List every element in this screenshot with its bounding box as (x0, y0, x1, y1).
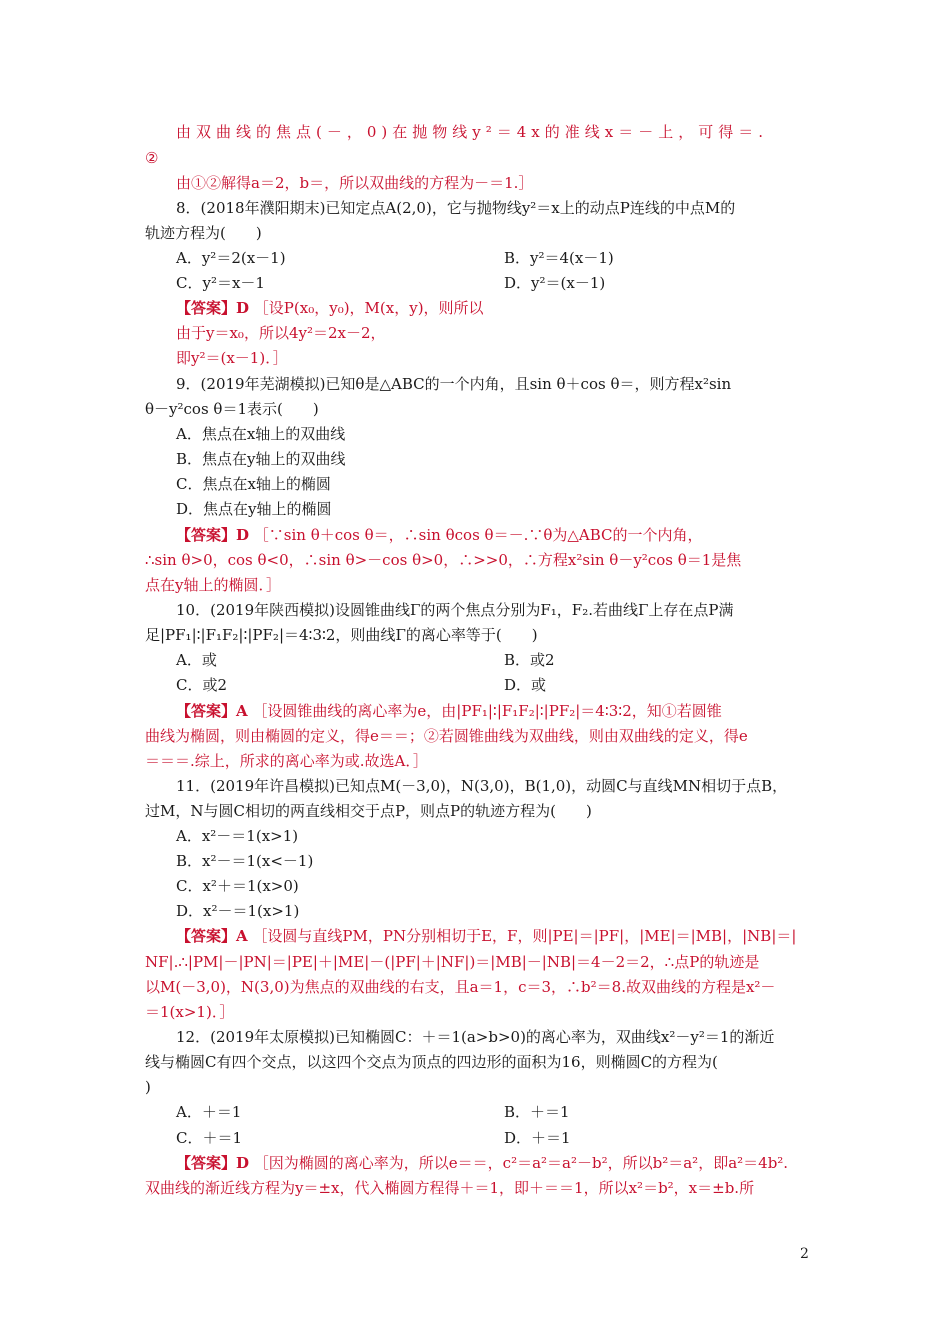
answer-text: ＝＝＝.综上，所求的离心率为或.故选A．］ (145, 752, 428, 770)
question-11-stem: 11．(2019年许昌模拟)已知点M(－3,0)，N(3,0)，B(1,0)，动圆C与直线MN相切于点B， (176, 777, 788, 795)
option-a: A．焦点在x轴上的双曲线 (176, 425, 346, 443)
option-b: B．＋＝1 (504, 1103, 570, 1121)
option-row (176, 1100, 838, 1125)
question-11-stem: 过M，N与圆C相切的两直线相交于点P，则点P的轨迹方程为( ) (145, 802, 592, 820)
option-row (176, 271, 838, 296)
answer-text: ［∵sin θ＋cos θ＝，∴sin θcos θ＝－.∵θ为△ABC的一个内角， (253, 526, 703, 544)
question-12-stem: ) (145, 1078, 151, 1096)
option-row (176, 673, 838, 698)
option-row (176, 648, 838, 673)
option-a: A．y²＝2(x－1) (176, 249, 286, 267)
answer-line (176, 1151, 838, 1176)
answer-text: ［设P(x₀，y₀)，M(x，y)，则所以 (253, 299, 484, 317)
answer-text: 双曲线的渐近线方程为y＝±x，代入椭圆方程得＋＝1，即＋＝＝1，所以x²＝b²，x＝±b.所 (145, 1179, 755, 1197)
option-b: B．或2 (504, 651, 555, 669)
question-10-stem: 足|PF₁|∶|F₁F₂|∶|PF₂|＝4∶3∶2，则曲线Γ的离心率等于( ) (145, 626, 538, 644)
option-b: B．y²＝4(x－1) (504, 249, 614, 267)
answer-line (176, 699, 838, 724)
answer-label: 【答案】A (176, 702, 248, 720)
option-b: B．x²－＝1(x<－1) (176, 852, 314, 870)
answer-line (176, 523, 838, 548)
option-c: C．y²＝x－1 (176, 274, 265, 292)
page-number: 2 (800, 1246, 809, 1262)
answer-text: ［设圆与直线PM，PN分别相切于E，F，则|PE|＝|PF|，|ME|＝|MB|，|NB|＝| (252, 927, 797, 945)
option-a: A．或 (176, 651, 217, 669)
answer-text: 即y²＝(x－1)．］ (176, 349, 288, 367)
answer-label: 【答案】D (176, 526, 250, 544)
option-row (176, 1126, 838, 1151)
answer-label: 【答案】D (176, 1154, 250, 1172)
question-9-stem: 9．(2019年芜湖模拟)已知θ是△ABC的一个内角，且sin θ＋cos θ＝，则方程x²sin (176, 375, 732, 393)
answer-text: 曲线为椭圆，则由椭圆的定义，得e＝＝；②若圆锥曲线为双曲线，则由双曲线的定义，得e (145, 727, 748, 745)
answer-text: ＝1(x>1)．］ (145, 1003, 235, 1021)
question-12-stem: 线与椭圆C有四个交点，以这四个交点为顶点的四边形的面积为16，则椭圆C的方程为( (145, 1053, 718, 1071)
answer-text: ［设圆锥曲线的离心率为e，由|PF₁|∶|F₁F₂|∶|PF₂|＝4∶3∶2，知①若圆锥 (252, 702, 722, 720)
answer-text: 由①②解得a＝2，b＝，所以双曲线的方程为－＝1.］ (176, 174, 534, 192)
answer-line (176, 924, 838, 949)
option-a: A．x²－＝1(x>1) (176, 827, 299, 845)
answer-label: 【答案】A (176, 927, 248, 945)
option-c: C．焦点在x轴上的椭圆 (176, 475, 331, 493)
answer-text: 由双曲线的焦点(－，0)在抛物线y²＝4x的准线x＝－上，可得＝. (176, 123, 768, 141)
answer-text: 以M(－3,0)，N(3,0)为焦点的双曲线的右支，且a＝1，c＝3，∴b²＝8.故双曲线的方程是x²－ (145, 978, 776, 996)
answer-line (176, 296, 838, 321)
option-d: D．＋＝1 (504, 1129, 571, 1147)
answer-text: NF|.∴|PM|－|PN|＝|PE|＋|ME|－(|PF|＋|NF|)＝|MB|－|NB|＝4－2＝2，∴点P的轨迹是 (145, 953, 760, 971)
answer-label: 【答案】D (176, 299, 250, 317)
option-a: A．＋＝1 (176, 1103, 242, 1121)
option-d: D．y²＝(x－1) (504, 274, 606, 292)
answer-text: ［因为椭圆的离心率为，所以e＝＝，c²＝a²＝a²－b²，所以b²＝a²，即a²＝4b². (253, 1154, 789, 1172)
answer-text: 点在y轴上的椭圆．］ (145, 576, 281, 594)
option-b: B．焦点在y轴上的双曲线 (176, 450, 346, 468)
option-c: C．或2 (176, 676, 228, 694)
option-c: C．x²＋＝1(x>0) (176, 877, 299, 895)
answer-text: ② (145, 149, 159, 167)
option-d: D．x²－＝1(x>1) (176, 902, 300, 920)
question-9-stem: θ－y²cos θ＝1表示( ) (145, 400, 319, 418)
option-row (176, 246, 838, 271)
answer-text: ∴sin θ>0，cos θ<0，∴sin θ>－cos θ>0，∴>>0，∴方程x²sin θ－y²cos θ＝1是焦 (145, 551, 742, 569)
option-d: D．或 (504, 676, 547, 694)
question-12-stem: 12．(2019年太原模拟)已知椭圆C：＋＝1(a>b>0)的离心率为，双曲线x²－y²＝1的渐近 (176, 1028, 775, 1046)
question-8-stem: 轨迹方程为( ) (145, 224, 262, 242)
option-c: C．＋＝1 (176, 1129, 243, 1147)
question-10-stem: 10．(2019年陕西模拟)设圆锥曲线Γ的两个焦点分别为F₁，F₂.若曲线Γ上存在点P满 (176, 601, 734, 619)
answer-text: 由于y＝x₀，所以4y²＝2x－2， (176, 324, 386, 342)
option-d: D．焦点在y轴上的椭圆 (176, 500, 332, 518)
question-8-stem: 8．(2018年濮阳期末)已知定点A(2,0)，它与抛物线y²＝x上的动点P连线的中点M的 (176, 199, 736, 217)
